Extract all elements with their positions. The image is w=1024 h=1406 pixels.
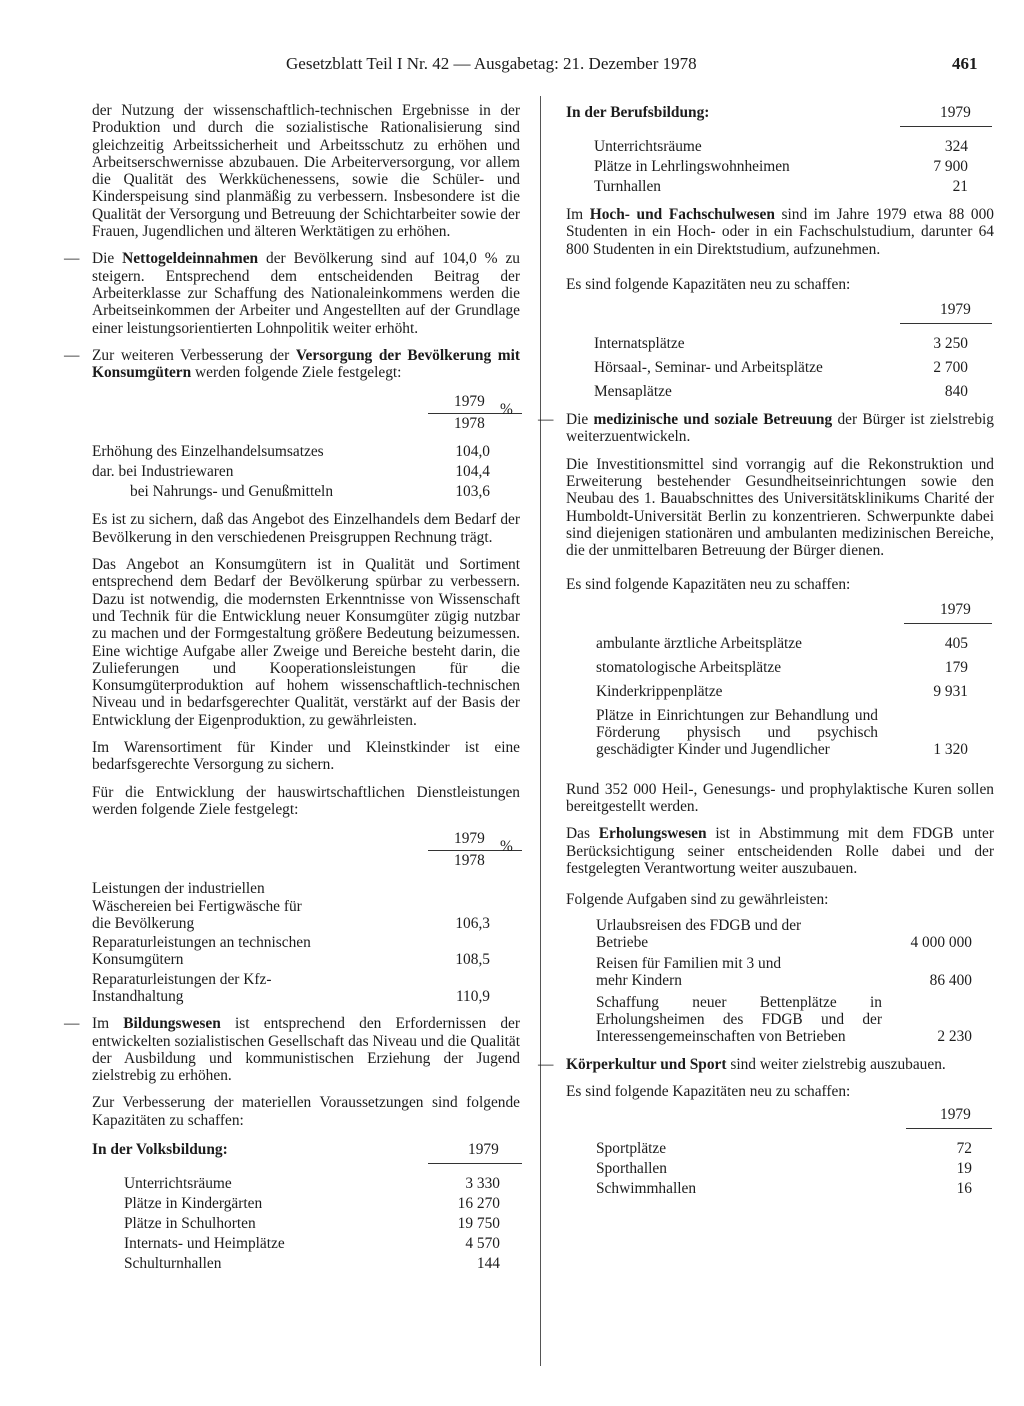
paragraph: Es sind folgende Kapazitäten neu zu schaffen: <box>566 575 851 593</box>
header-rule <box>904 623 992 624</box>
ratio-numerator: 1979 <box>454 830 485 848</box>
table-row <box>92 483 520 503</box>
paragraph: der Nutzung der wissenschaftlich-technischen Ergebnisse in der Produktion und durch die sozialistische Rationalisierung sind gleichzeitig Arbeitssicherheit und Arbeitsschutz zu erhöhen und Arbeitserschwernisse abzubauen. Die Arbeiterversorgung, vor allem die Qualität des Werkküchenessens, sowie die Schüler- und Kinderspeisung sind planmäßig zu verbessern. Insbesondere ist die Qualität der Versorgung und Betreuung der Schichtarbeiter sowie der Frauen, Jugendlichen und älteren Werktätigen zu erhöhen. <box>92 102 520 241</box>
section-header <box>566 102 994 130</box>
row-label: dar. bei Industriewaren <box>92 463 234 481</box>
ratio-header <box>92 826 520 874</box>
bold-term: Bildungswesen <box>123 1015 221 1033</box>
paragraph: Zur Verbesserung der materiellen Voraussetzungen sind folgende Kapazitäten zu schaffen: <box>92 1094 520 1129</box>
row-value: 179 <box>944 658 968 676</box>
paragraph: Es sind folgende Kapazitäten neu zu schaffen: <box>566 1082 851 1100</box>
left-column <box>64 102 520 1275</box>
percent-unit: % <box>500 838 513 856</box>
table-row <box>594 359 968 383</box>
text: Im <box>566 206 590 223</box>
bullet-paragraph <box>538 1055 994 1073</box>
table-gesundheit <box>566 635 994 759</box>
row-value: 19 <box>956 1160 972 1178</box>
row-value: 104,4 <box>455 463 490 481</box>
table-services <box>92 880 520 1005</box>
row-label: Schaffung neuer Bettenplätze in Erholungsheimen des FDGB und der Interessengemeinschaften von Betrieben <box>596 993 882 1046</box>
row-label: Reisen für Familien mit 3 und mehr Kindern <box>596 955 782 990</box>
page-number: 461 <box>952 54 978 73</box>
row-value: 3 250 <box>933 335 968 353</box>
table-row <box>596 917 972 952</box>
text: der Bevölkerung sind auf 104,0 % zu steigern. Entsprechend dem entscheidenden Beitrag der Arbeiterklasse zur Schaffung des Nationaleinkommens werden die Arbeitseinkommen der Arbeiter und Angestellten auf der Grundlage einer leistungsorientierten Lohnpolitik weiter erhöht. <box>92 250 520 337</box>
row-value: 840 <box>944 383 968 401</box>
table-retail <box>92 443 520 503</box>
text: Im <box>92 1015 124 1033</box>
table-row <box>594 178 968 198</box>
row-value: 110,9 <box>455 987 490 1005</box>
paragraph: Die Investitionsmittel sind vorrangig auf die Rekonstruktion und Erweiterung bestehender Gesundheitseinrichtungen sowie den Neubau des 1. Bauabschnittes des Universitätsklinikums Charité der Humboldt-Universität Berlin zu konzentrieren. Schwerpunkte dabei sind diejenigen stationären und ambulanten medizinischen Bereiche, die der unmittelbaren Betreuung der Bürger dienen. <box>566 455 994 560</box>
section-title: In der Volksbildung: <box>92 1141 228 1159</box>
row-value: 21 <box>952 178 968 195</box>
section-title: In der Berufsbildung: <box>566 104 710 121</box>
row-label: Sporthallen <box>596 1160 667 1178</box>
row-value: 4 570 <box>465 1235 500 1253</box>
row-label: Mensaplätze <box>594 383 672 401</box>
row-value: 16 <box>956 1180 972 1198</box>
table-row <box>594 158 968 178</box>
year-label: 1979 <box>940 301 971 319</box>
year-label: 1979 <box>468 1141 499 1159</box>
row-value: 16 270 <box>457 1195 500 1213</box>
table-row <box>596 994 972 1046</box>
row-label: Sportplätze <box>596 1140 667 1158</box>
row-value: 1 320 <box>933 741 968 759</box>
text: ist in Abstimmung mit dem FDGB unter Berücksichtigung seiner entscheidenden Rolle dabei und der festgelegten Verantwortung weiter auszubauen. <box>566 825 994 877</box>
row-label: Kinderkrippenplätze <box>596 682 723 700</box>
row-value: 72 <box>956 1140 972 1158</box>
bold-term: medizinische und soziale Betreuung <box>593 411 833 429</box>
row-label: Schwimmhallen <box>596 1180 697 1198</box>
section-header <box>92 1139 520 1167</box>
table-row <box>596 683 968 707</box>
table-row <box>596 1140 972 1160</box>
dash-marker: — <box>64 250 80 268</box>
ratio-numerator: 1979 <box>454 393 485 411</box>
page-header <box>286 55 1016 79</box>
paragraph: Das Angebot an Konsumgütern ist in Qualität und Sortiment entsprechend dem Bedarf der Bevölkerung spürbar zu verbessern. Dazu ist notwendig, die modernsten Erkenntnisse von Wissenschaft und Technik für die Entwicklung neuer Konsumgüter zügig nutzbar zu machen und der Formgestaltung größere Bedeutung beizumessen. Eine wichtige Aufgabe aller Zweige und Bereiche besteht darin, die Zulieferungen und Kooperationsleistungen für die Konsumgüterproduktion auf hohem wissenschaftlich-technischen Niveau und in bedarfsgerechter Qualität, verstärkt auf der Basis der Entwicklung der Eigenproduktion, zu gewährleisten. <box>92 556 520 729</box>
table-sport <box>566 1140 994 1200</box>
bullet-paragraph <box>64 250 520 337</box>
dash-marker: — <box>64 346 80 364</box>
table-volksbildung <box>92 1175 520 1275</box>
row-label: Unterrichtsräume <box>594 138 702 155</box>
table-row <box>124 1255 500 1275</box>
table-berufsbildung <box>566 138 994 198</box>
table-row <box>596 955 972 990</box>
ratio-header <box>92 389 520 437</box>
row-label: Reparaturleistungen an technischen Konsumgütern <box>92 934 311 969</box>
header-rule <box>900 323 992 324</box>
row-label: Hörsaal-, Seminar- und Arbeitsplätze <box>594 359 823 377</box>
table-row <box>596 707 968 759</box>
bold-term: Hoch- und Fachschulwesen <box>589 206 775 223</box>
percent-unit: % <box>500 401 513 419</box>
row-label: Turnhallen <box>594 178 661 195</box>
row-value: 9 931 <box>933 682 968 700</box>
row-label: Erhöhung des Einzelhandelsumsatzes <box>92 443 324 461</box>
text: Die <box>566 411 594 429</box>
paragraph <box>566 825 994 877</box>
table-row <box>124 1175 500 1195</box>
row-label: Plätze in Kindergärten <box>124 1195 263 1213</box>
table-row <box>124 1235 500 1255</box>
row-label: ambulante ärztliche Arbeitsplätze <box>596 634 802 652</box>
right-column <box>538 102 994 1200</box>
table-row <box>596 659 968 683</box>
row-value: 108,5 <box>455 951 490 969</box>
paragraph: Im Warensortiment für Kinder und Kleinstkinder ist eine bedarfsgerechte Versorgung zu sichern. <box>92 739 520 774</box>
table-row <box>594 138 968 158</box>
section-header <box>566 599 994 627</box>
bullet-paragraph <box>538 411 994 446</box>
row-label: Unterrichtsräume <box>124 1175 232 1193</box>
bold-term: Versorgung der Bevölkerung mit Konsumgütern <box>92 346 520 382</box>
text: sind weiter zielstrebig auszubauen. <box>726 1055 946 1073</box>
text: ist entsprechend den Erfordernissen der entwickelten sozialistischen Gesellschaft das Niveau und die Qualität der Ausbildung und kommunistischen Erziehung der Jugend zielstrebig zu erhöhen. <box>92 1015 520 1085</box>
row-value: 324 <box>944 138 968 155</box>
section-header <box>566 1104 994 1132</box>
table-row <box>596 1180 972 1200</box>
paragraph: Für die Entwicklung der hauswirtschaftlichen Dienstleistungen werden folgende Ziele festgelegt: <box>92 783 520 818</box>
bold-term: Erholungswesen <box>598 825 707 843</box>
table-row <box>92 880 520 932</box>
table-row <box>92 443 520 463</box>
table-row <box>92 463 520 483</box>
row-label: stomatologische Arbeitsplätze <box>596 658 782 676</box>
row-label: Internats- und Heimplätze <box>124 1235 285 1253</box>
paragraph <box>566 206 994 258</box>
table-row <box>594 335 968 359</box>
header-rule <box>428 1163 522 1164</box>
row-label: Urlaubsreisen des FDGB und der Betriebe <box>596 916 802 951</box>
row-label: Reparaturleistungen der Kfz-Instandhaltung <box>92 970 272 1005</box>
row-value: 19 750 <box>457 1215 500 1233</box>
row-value: 7 900 <box>933 158 968 175</box>
row-value: 4 000 000 <box>910 933 972 951</box>
bold-term: Nettogeldeinnahmen <box>122 250 259 268</box>
row-label: Schulturnhallen <box>124 1255 222 1273</box>
row-value: 104,0 <box>455 443 490 461</box>
table-row <box>596 635 968 659</box>
dash-marker: — <box>64 1015 80 1033</box>
table-row <box>594 383 968 407</box>
column-divider <box>540 96 541 1366</box>
year-label: 1979 <box>940 600 971 618</box>
row-label: bei Nahrungs- und Genußmitteln <box>130 483 334 501</box>
ratio-denominator: 1978 <box>454 415 485 433</box>
row-label: Leistungen der industriellen Wäschereien bei Fertigwäsche für die Bevölkerung <box>92 880 302 932</box>
row-label: Plätze in Einrichtungen zur Behandlung und Förderung physisch und psychisch geschädigter Kinder und Jugendlicher <box>596 706 878 759</box>
header-rule <box>906 1128 992 1129</box>
row-label: Plätze in Schulhorten <box>124 1215 256 1233</box>
year-label: 1979 <box>940 104 971 121</box>
dash-marker: — <box>538 1055 554 1073</box>
section-header <box>566 299 994 327</box>
bold-term: Körperkultur und Sport <box>566 1055 727 1073</box>
header-title: Gesetzblatt Teil I Nr. 42 — Ausgabetag: 21. Dezember 1978 <box>286 54 697 73</box>
table-row <box>124 1215 500 1235</box>
text: sind im Jahre 1979 etwa 88 000 Studenten in ein Hoch- oder in ein Fachschulstudium, darunter 64 800 Studenten in ein Direktstudium, aufzunehmen. <box>566 206 994 258</box>
table-row <box>124 1195 500 1215</box>
text: Die <box>92 250 123 268</box>
table-erholung <box>566 917 994 1046</box>
text: der Bürger ist zielstrebig weiterzuentwickeln. <box>566 411 994 446</box>
row-value: 106,3 <box>455 914 490 932</box>
text: Zur weiteren Verbesserung der <box>92 346 296 364</box>
row-value: 2 230 <box>937 1028 972 1046</box>
row-value: 3 330 <box>465 1175 500 1193</box>
dash-marker: — <box>538 411 554 429</box>
paragraph: Es ist zu sichern, daß das Angebot des Einzelhandels dem Bedarf der Bevölkerung in den verschiedenen Preisgruppen Rechnung trägt. <box>92 511 520 546</box>
paragraph: Folgende Aufgaben sind zu gewährleisten: <box>566 891 829 909</box>
table-row <box>92 971 520 1006</box>
row-value: 86 400 <box>929 972 972 990</box>
year-label: 1979 <box>940 1106 971 1124</box>
paragraph: Es sind folgende Kapazitäten neu zu schaffen: <box>566 275 851 293</box>
header-rule <box>900 126 992 127</box>
row-value: 405 <box>944 634 968 652</box>
row-value: 144 <box>476 1255 500 1273</box>
row-label: Plätze in Lehrlingswohnheimen <box>594 158 790 175</box>
row-label: Internatsplätze <box>594 335 685 353</box>
bullet-paragraph <box>64 346 520 382</box>
text: Das <box>566 825 599 843</box>
paragraph: Rund 352 000 Heil-, Genesungs- und prophylaktische Kuren sollen bereitgestellt werden. <box>566 780 994 816</box>
table-row <box>596 1160 972 1180</box>
ratio-denominator: 1978 <box>454 852 485 870</box>
row-value: 2 700 <box>933 359 968 377</box>
row-value: 103,6 <box>455 483 490 501</box>
table-hochschule <box>566 335 994 407</box>
table-row <box>92 934 520 969</box>
bullet-paragraph <box>64 1015 520 1085</box>
text: werden folgende Ziele festgelegt: <box>191 364 402 382</box>
